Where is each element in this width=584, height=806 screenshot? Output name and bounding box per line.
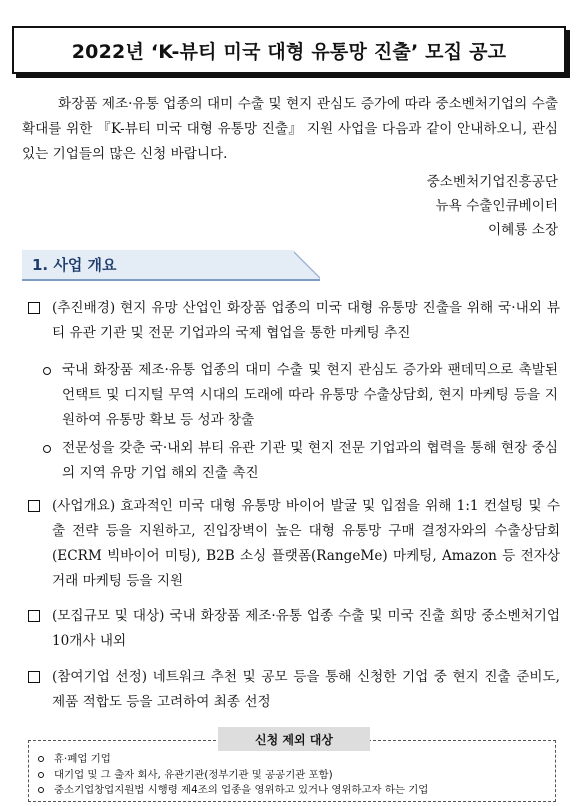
circle-bullet-icon (43, 367, 51, 375)
square-bullet-icon (28, 610, 40, 622)
list-item-sub-2 (40, 436, 558, 486)
circle-bullet-icon (38, 787, 44, 793)
list-item-scope (28, 604, 560, 654)
exclusion-list (34, 752, 554, 799)
list-item-text: 국내 화장품 제조·유통 업종의 대미 수출 및 현지 관심도 증가와 팬데믹으로 촉발된 언택트 및 디지털 무역 시대의 도래에 따라 유통망 수출상담회, 현지 마케팅 등을 지원하여 유통망 확보 등 성과 창출 (62, 362, 558, 428)
list-item-text: 전문성을 갖춘 국·내외 뷰티 유관 기관 및 현지 전문 기업과의 협력을 통해 현장 중심의 지역 유망 기업 해외 진출 촉진 (62, 440, 558, 481)
signature-block (427, 170, 558, 242)
list-item-sub-1 (40, 358, 558, 433)
signature-dept: 뉴욕 수출인큐베이터 (435, 198, 558, 214)
square-bullet-icon (28, 302, 40, 314)
list-item-overview (28, 494, 560, 594)
exclusion-title-tab (218, 727, 370, 751)
square-bullet-icon (28, 500, 40, 512)
circle-bullet-icon (38, 772, 44, 778)
list-item-text: (모집규모 및 대상) 국내 화장품 제조·유통 업종 수출 및 미국 진출 희망 중소벤처기업 10개사 내외 (52, 608, 560, 649)
circle-bullet-icon (38, 756, 44, 762)
page-title: 2022년 ‘K-뷰티 미국 대형 유통망 진출’ 모집 공고 (71, 40, 507, 63)
list-item-text: (추진배경) 현지 유망 산업인 화장품 업종의 미국 대형 유통망 진출을 위해 국·내외 뷰티 유관 기관 및 전문 기업과의 국제 협업을 통한 마케팅 추진 (52, 300, 560, 341)
square-bullet-icon (28, 671, 40, 683)
heading-corner-decoration (294, 250, 320, 279)
list-item-selection (28, 665, 560, 715)
intro-paragraph: 화장품 제조·유통 업종의 대미 수출 및 현지 관심도 증가에 따라 중소벤처기업의 수출 확대를 위한 『K-뷰티 미국 대형 유통망 진출』 지원 사업을 다음과 같이 안내하오니, 관심 있는 기업들의 많은 신청 바랍니다. (22, 96, 558, 162)
list-item-text: (참여기업 선정) 네트워크 추천 및 공모 등을 통해 신청한 기업 중 현지 진출 준비도, 제품 적합도 등을 고려하여 최종 선정 (52, 669, 560, 710)
list-item-background (28, 296, 560, 346)
exclusion-item: 대기업 및 그 출자 회사, 유관기관(정부기관 및 공공기관 포함) (34, 768, 554, 784)
signature-name: 이혜룡 소장 (488, 222, 558, 238)
section-heading (22, 250, 320, 281)
list-item-text: (사업개요) 효과적인 미국 대형 유통망 바이어 발굴 및 입점을 위해 1:1 컨설팅 및 수출 전략 등을 지원하고, 진입장벽이 높은 대형 유통망 구매 결정자와의 수출상담회(ECRM 빅바이어 미팅), B2B 소싱 플랫폼(RangeMe) 마케팅, Amazon 등 전자상거래 마케팅 등을 지원 (52, 498, 560, 589)
title-box (12, 26, 566, 74)
exclusion-item: 중소기업창업지원법 시행령 제4조의 업종을 영위하고 있거나 영위하고자 하는 기업 (34, 783, 554, 799)
circle-bullet-icon (43, 445, 51, 453)
section-heading-text: 1. 사업 개요 (32, 256, 117, 274)
exclusion-title: 신청 제외 대상 (255, 732, 333, 747)
exclusion-item: 휴·폐업 기업 (34, 752, 554, 768)
signature-org: 중소벤처기업진흥공단 (426, 174, 558, 190)
